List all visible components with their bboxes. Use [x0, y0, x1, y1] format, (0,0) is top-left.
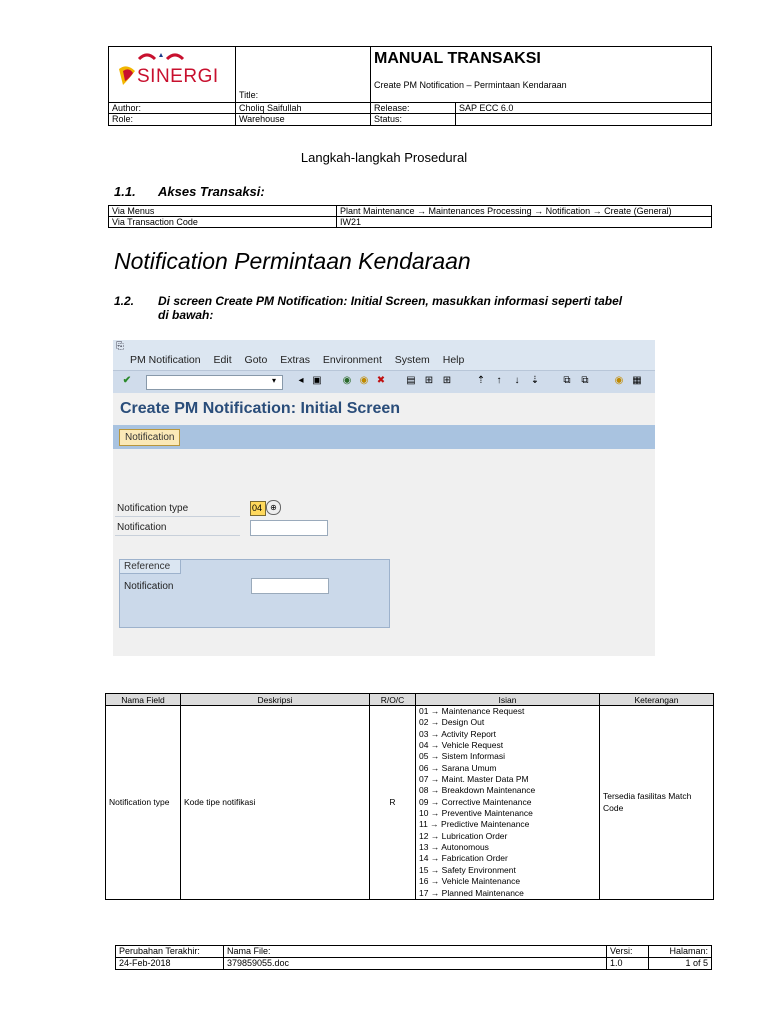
col-header: Isian [416, 694, 600, 706]
author-value: Choliq Saifullah [236, 102, 371, 114]
list-item: 12 → Lubrication Order [419, 830, 508, 841]
col-header: R/O/C [370, 694, 416, 706]
menu-extras[interactable]: Extras [280, 354, 310, 366]
list-item: 08 → Breakdown Maintenance [419, 785, 536, 796]
shortcut-icon[interactable]: ⧉ [581, 375, 589, 386]
version-value: 1.0 [607, 958, 649, 970]
list-item: 17 → Planned Maintenance [419, 887, 524, 898]
find-next-icon[interactable]: ⊞ [442, 375, 452, 386]
sap-toolbar [113, 370, 655, 393]
section-heading: Langkah-langkah Prosedural [300, 150, 468, 165]
status-label: Status: [371, 114, 456, 126]
list-item: 10 → Preventive Maintenance [419, 808, 533, 819]
print-icon[interactable]: ▤ [406, 375, 416, 386]
via-tcode-value: IW21 [337, 217, 712, 228]
sap-menubar [113, 340, 655, 370]
menu-system[interactable]: System [394, 354, 430, 366]
role-value: Warehouse [236, 114, 371, 126]
cell-keterangan: Tersedia fasilitas Match Code [600, 706, 714, 900]
list-item: 05 → Sistem Informasi [419, 751, 505, 762]
table-row [106, 706, 714, 900]
field-divider [115, 516, 240, 517]
list-item: 09 → Corrective Maintenance [419, 796, 532, 807]
filename-label: Nama File: [224, 946, 607, 958]
changed-value: 24-Feb-2018 [116, 958, 224, 970]
cell-field: Notification type [106, 706, 181, 900]
last-page-icon[interactable]: ⇣ [530, 375, 540, 386]
section-1-1-heading [114, 184, 265, 199]
sap-screenshot [113, 340, 655, 656]
sap-application-toolbar [113, 425, 655, 449]
notification-type-input[interactable]: 04 [250, 501, 266, 516]
layout-menu-icon[interactable]: ▦ [632, 375, 642, 386]
section-1-1-number: 1.1. [114, 184, 136, 199]
reference-notification-label: Notification [124, 581, 174, 592]
author-label: Author: [109, 102, 236, 114]
version-label: Versi: [607, 946, 649, 958]
next-page-icon[interactable]: ↓ [514, 375, 520, 386]
back-icon[interactable]: ◉ [342, 375, 352, 386]
menu-pm-notification[interactable]: PM Notification [130, 354, 201, 366]
changed-label: Perubahan Terakhir: [116, 946, 224, 958]
release-label: Release: [371, 102, 456, 114]
title-label-cell [236, 47, 371, 103]
access-table [108, 205, 712, 228]
logo-text: SINERGI [137, 66, 219, 87]
cancel-icon[interactable]: ✖ [376, 375, 386, 386]
list-item: 07 → Maint. Master Data PM [419, 774, 529, 785]
page-label: Halaman: [649, 946, 712, 958]
sap-screen-title: Create PM Notification: Initial Screen [120, 400, 401, 417]
menu-help[interactable]: Help [442, 354, 465, 366]
role-label: Role: [109, 114, 236, 126]
command-dropdown-icon[interactable]: ▾ [271, 376, 276, 385]
main-heading: Notification Permintaan Kendaraan [114, 248, 471, 274]
filename-value: 379859055.doc [224, 958, 607, 970]
document-footer [115, 945, 712, 970]
cell-isian [416, 706, 600, 900]
list-item: 01 → Maintenance Request [419, 706, 525, 716]
command-field[interactable] [146, 375, 283, 390]
reference-tab: Reference [119, 559, 181, 574]
notification-label: Notification [117, 522, 167, 533]
document-header [108, 46, 712, 126]
previous-page-icon[interactable]: ↑ [496, 375, 502, 386]
title-label: Title: [239, 89, 259, 100]
first-page-icon[interactable]: ⇡ [476, 375, 486, 386]
list-item: 15 → Safety Environment [419, 864, 516, 875]
exit-icon[interactable]: ◉ [359, 375, 369, 386]
reference-group [119, 559, 390, 628]
create-session-icon[interactable]: ⧉ [563, 375, 571, 386]
via-menus-path: Plant Maintenance → Maintenances Processing → Notification → Create (General) [337, 206, 712, 217]
field-divider [115, 535, 240, 536]
list-item: 04 → Vehicle Request [419, 740, 504, 751]
help-icon[interactable]: ◉ [614, 375, 624, 386]
col-header: Deskripsi [181, 694, 370, 706]
match-code-icon[interactable]: ⊕ [266, 500, 281, 515]
list-item: 02 → Design Out [419, 717, 485, 728]
menu-edit[interactable]: Edit [213, 354, 232, 366]
manual-title: MANUAL TRANSAKSI [374, 50, 541, 67]
document-subtitle: Create PM Notification – Permintaan Kendaraan [374, 80, 567, 90]
list-item: 16 → Vehicle Maintenance [419, 876, 521, 887]
cell-description: Kode tipe notifikasi [181, 706, 370, 900]
section-1-1-title: Akses Transaksi: [158, 184, 265, 199]
list-item: 13 → Autonomous [419, 842, 489, 853]
field-table [105, 693, 714, 900]
release-value: SAP ECC 6.0 [456, 102, 712, 114]
back-arrow-icon[interactable]: ◂ [298, 375, 304, 386]
menu-environment[interactable]: Environment [322, 354, 382, 366]
section-1-2-number: 1.2. [114, 294, 135, 308]
list-item: 14 → Fabrication Order [419, 853, 508, 864]
title-cell [371, 47, 712, 103]
notification-input[interactable] [250, 520, 328, 536]
window-menu-icon[interactable]: ⎘ [116, 341, 124, 352]
col-header: Nama Field [106, 694, 181, 706]
notification-button[interactable]: Notification [119, 429, 180, 446]
enter-icon[interactable]: ✔ [122, 375, 132, 386]
list-item: 11 → Predictive Maintenance [419, 819, 530, 830]
via-menus-label: Via Menus [109, 206, 337, 217]
notification-type-label: Notification type [117, 503, 189, 514]
section-1-2-heading [114, 294, 674, 322]
via-tcode-label: Via Transaction Code [109, 217, 337, 228]
status-value [456, 114, 712, 126]
page-value: 1 of 5 [649, 958, 712, 970]
col-header: Keterangan [600, 694, 714, 706]
save-icon[interactable]: ▣ [312, 375, 322, 386]
section-1-2-text-line1: Di screen Create PM Notification: Initial Screen, masukkan informasi seperti tabel [158, 294, 623, 308]
reference-notification-input[interactable] [251, 578, 329, 594]
menu-goto[interactable]: Goto [244, 354, 268, 366]
logo-cell [109, 47, 236, 103]
cell-roc: R [370, 706, 416, 900]
list-item: 06 → Sarana Umum [419, 762, 497, 773]
section-1-2-text-line2: di bawah: [158, 308, 214, 322]
find-icon[interactable]: ⊞ [424, 375, 434, 386]
list-item: 03 → Activity Report [419, 728, 497, 739]
